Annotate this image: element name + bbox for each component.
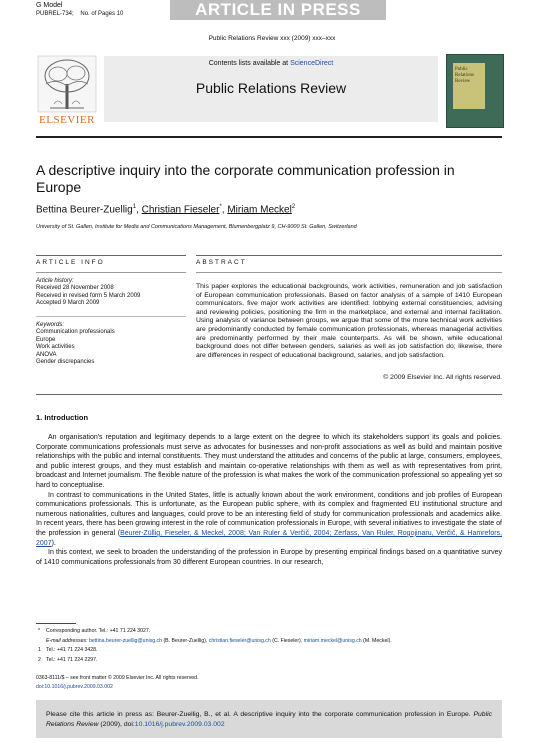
author-1: Bettina Beurer-Zuellig xyxy=(36,204,133,216)
keyword: ANOVA xyxy=(36,351,57,358)
abstract-label: ABSTRACT xyxy=(196,259,247,266)
abstract-top-rule xyxy=(196,255,502,256)
keyword: Work activities xyxy=(36,344,75,351)
paragraph: In this context, we seek to broaden the understanding of the profession in Europe by presenting empirical findings based on a quantitative survey of 1410 communications professionals from 30 different European countries. In our research, xyxy=(36,549,502,566)
affiliation: University of St. Gallen, Institute for Media and Communications Management, Blumenbergplatz 9, CH-9000 St. Gallen, Switzerland xyxy=(36,224,357,230)
email-owner: (M. Meckel). xyxy=(361,637,392,644)
journal-citation: Public Relations Review xxx (2009) xxx–xxx xyxy=(208,35,336,42)
paper-title: A descriptive inquiry into the corporate communication profession in Europe xyxy=(36,162,455,195)
article-info-label: ARTICLE INFO xyxy=(36,259,105,266)
author-1-mark: 1 xyxy=(132,204,137,210)
cite-box xyxy=(36,700,502,738)
email-link[interactable]: bettina.beurer-zuellig@unisg.ch xyxy=(88,637,163,644)
contents-line xyxy=(104,60,438,67)
history-label: Article history: xyxy=(36,278,74,284)
email-link[interactable]: christian.fieseler@unisg.ch xyxy=(208,637,271,644)
tel-2: Tel.: +41 71 224 2297. xyxy=(46,656,98,663)
paragraph-text: In contrast to communications in the United States, little is actually known about the work environment, conditions and job profiles of European communications professionals. This is unfortunate, as the European public sphere, with its complex and fragmented EU institutional structure and numerous nationalities, cultures and languages, could prove to be an interesting field of study for communication professionals and academics alike. In recent years, there has been growing interest in the role of communication professionals in Europe, with several initiatives to investigate the state of the profession in general ( xyxy=(36,491,502,537)
footnote-2: 2 Tel.: +41 71 224 2297. xyxy=(38,656,98,663)
article-history xyxy=(36,278,186,308)
keywords xyxy=(36,322,186,366)
journal-code-text: PUBREL-734; xyxy=(36,11,74,17)
gmodel-label: G Model xyxy=(36,2,63,9)
info-mid-rule xyxy=(36,316,186,317)
email-owner: (B. Beurer-Zuellig), xyxy=(162,637,209,644)
email-owner: (C. Fieseler), xyxy=(270,637,304,644)
doi-link[interactable]: doi:10.1016/j.pubrev.2009.03.002 xyxy=(36,684,113,690)
introduction-body xyxy=(36,433,502,567)
corresponding-text: Corresponding author. Tel.: +41 71 224 3027. xyxy=(46,628,151,634)
author-2-mark: * xyxy=(219,204,222,210)
keywords-label: Keywords: xyxy=(36,322,65,328)
footnotes xyxy=(36,627,502,665)
cite-middle: (2009), doi: xyxy=(98,720,135,728)
sciencedirect-link[interactable]: ScienceDirect xyxy=(290,60,334,67)
author-3[interactable]: Miriam Meckel xyxy=(227,204,292,216)
footnote-rule xyxy=(36,623,76,624)
abstract-text: This paper explores the educational backgrounds, work activities, remuneration and job satisfaction of European communication professionals. Based on factor analysis of a sample of 1410 European communicators, five major work activities are identified: lobbying external constituencies, advising and reviewing policies, positioning the firm in the marketplace, and external and internal facilitation. Using analysis of variance between groups, we argue that some of the more technical work activities are predominantly conducted by female communication professionals, whereas managerial activities are predominantly performed by their male counterparts. As will be shown, while educational background does not differ between genders, salaries as well as job satisfaction do; likewise, there are differences in respect of educational background, salaries, and job satisfaction. xyxy=(196,283,502,359)
copyright: © 2009 Elsevier Inc. All rights reserved. xyxy=(383,374,502,381)
publisher-name: ELSEVIER xyxy=(39,114,95,126)
tree-logo-icon xyxy=(36,54,98,114)
footnote-emails xyxy=(36,637,502,647)
header-rule xyxy=(36,136,502,138)
tel-1: Tel.: +41 71 224 3428. xyxy=(46,647,98,653)
accepted-date: Accepted 9 March 2009 xyxy=(36,300,100,307)
info-sub-rule xyxy=(36,272,186,273)
keyword: Gender discrepancies xyxy=(36,359,95,366)
author-3-mark: 2 xyxy=(291,204,296,210)
received-date: Received 28 November 2008 xyxy=(36,285,114,292)
abstract-sub-rule xyxy=(196,272,502,273)
issn-line: 0363-8111/$ – see front matter © 2009 Elsevier Inc. All rights reserved. xyxy=(36,675,199,681)
article-in-press-banner: ARTICLE IN PRESS xyxy=(170,0,386,20)
keyword: Europe xyxy=(36,336,56,343)
cite-doi-link[interactable]: 10.1016/j.pubrev.2009.03.002 xyxy=(134,720,225,728)
footnote-1: 1 Tel.: +41 71 224 3428. xyxy=(38,647,98,653)
revised-date: Received in revised form 5 March 2009 xyxy=(36,292,141,299)
paragraph-end: ). xyxy=(51,539,56,547)
journal-title: Public Relations Review xyxy=(195,80,347,96)
email-label: E-mail addresses: xyxy=(46,637,88,644)
email-link[interactable]: miriam.meckel@unisg.ch xyxy=(303,637,362,644)
abstract-bottom-rule xyxy=(36,394,502,395)
paragraph: An organisation's reputation and legitimacy depends to a large extent on the degree to which its stakeholders support its goals and policies. Corporate communications professionals must serve as advocates for businesses and non-profit associations as well as build and maintain positive relationships with the public and internal constituents. They must understand the attitudes and concerns of the public at large, consumers, employees, and public interest groups, and they must establish and maintain co-operative relationships with them as well as with representatives from print, broadcast and Internet journalism. The flexible nature of the profession is what makes the work of the communication professional so appealing yet so hard to conceptualise. xyxy=(36,434,502,489)
page-count: No. of Pages 10 xyxy=(80,11,124,17)
journal-cover-image xyxy=(446,54,504,128)
paragraph xyxy=(36,491,502,549)
cover-title: Public Relations Review xyxy=(455,67,474,84)
journal-code xyxy=(36,11,123,17)
issn-block xyxy=(36,674,199,692)
contents-prefix: Contents lists available at xyxy=(208,60,291,67)
cite-journal: Public Relations Review xyxy=(46,711,492,728)
section-heading-introduction: 1. Introduction xyxy=(36,413,89,422)
author-2[interactable]: Christian Fieseler xyxy=(141,204,220,216)
keyword: Communication professionals xyxy=(36,329,115,336)
info-top-rule xyxy=(36,255,186,256)
footnote-corresponding: * Corresponding author. Tel.: +41 71 224 3027. xyxy=(38,628,151,634)
cite-prefix: Please cite this article in press as: Beurer-Zuellig, B., et al. A descriptive inquiry into the corporate communication profession in Europe. xyxy=(46,711,474,718)
reference-links[interactable]: Beurer-Züllig, Fieseler, & Meckel, 2008; Van Ruler & Verčič, 2004; Zerfass, Van Ruler, Rogojinaru, Verčič, & Hamrefors, 2007 xyxy=(36,529,503,547)
author-list: Bettina Beurer-Zuellig$^1$, Christian Fieseler*, Miriam Meckel$^2$ xyxy=(36,204,296,216)
